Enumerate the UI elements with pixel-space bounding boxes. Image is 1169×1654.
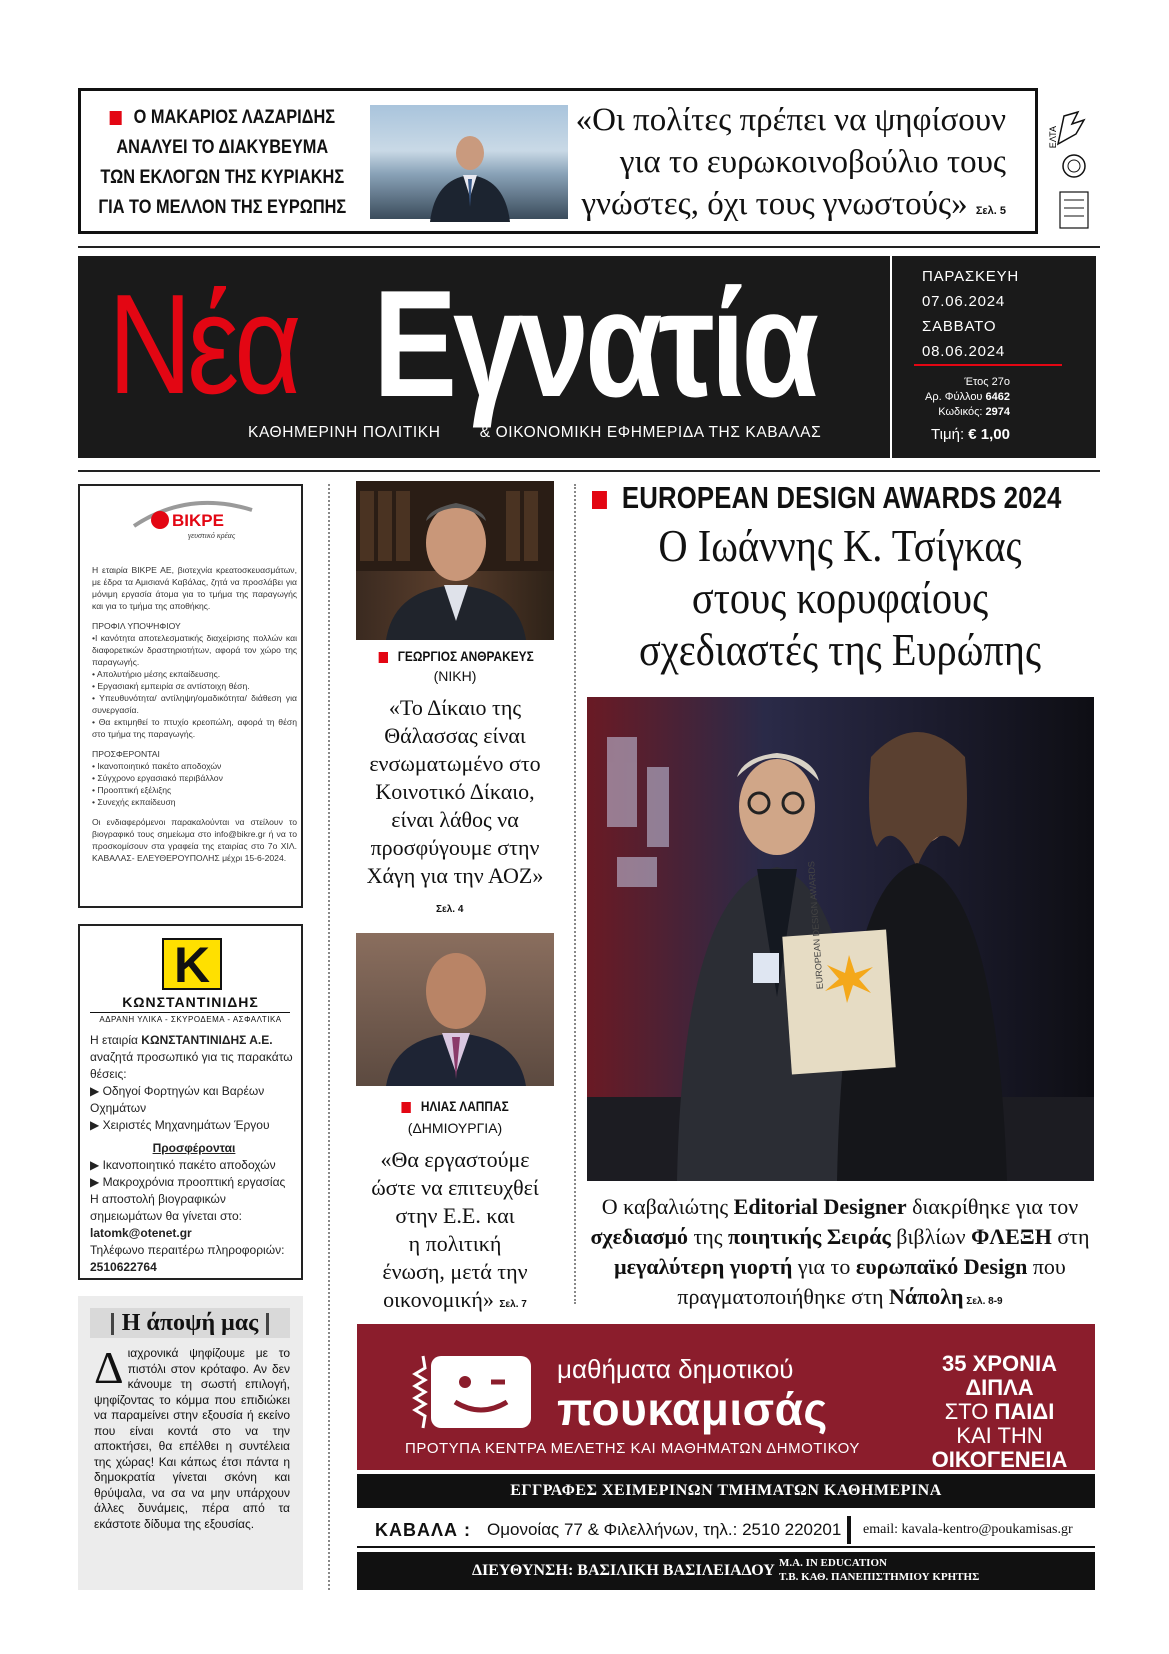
subtitle-right: & ΟΙΚΟΝΟΜΙΚΗ ΕΦΗΜΕΡΙΔΑ ΤΗΣ ΚΑΒΑΛΑΣ: [479, 424, 822, 441]
list-item: ▶ Ικανοποιητικό πακέτο αποδοχών: [90, 1158, 276, 1172]
konstantinidis-logo: K: [162, 938, 222, 990]
year-label: Έτος 27ο: [964, 376, 1010, 388]
list-item: ▶ Χειριστές Μηχανημάτων Έργου: [90, 1118, 270, 1132]
divider: [78, 470, 1100, 472]
teaser-line: ΓΙΑ ΤΟ ΜΕΛΛΟΝ ΤΗΣ ΕΥΡΩΠΗΣ: [98, 197, 347, 218]
ad-director: ΔΙΕΥΘΥΝΣΗ: ΒΑΣΙΛΙΚΗ ΒΑΣΙΛΕΙΑΔΟΥ: [472, 1562, 775, 1579]
date-box: [892, 256, 1096, 458]
price-info: Τιμή: € 1,00: [931, 426, 1010, 443]
politician-quote: «Το Δίκαιο της Θάλασσας είναι ενσωματωμένο στο Κοινοτικό Δίκαιο, είναι λάθος να προσφύγουμε στην Χάγη για την ΑΟΖ»: [366, 695, 544, 888]
elta-bird-icon: [1058, 112, 1084, 144]
party-label: (ΔΗΜΙΟΥΡΓΙΑ): [407, 1120, 503, 1136]
permit-box-icon: [1060, 192, 1088, 228]
main-story-caption: Ο καβαλιώτης Editorial Designer διακρίθηκε για τον σχεδιασμό της ποιητικής Σειράς βιβλίων ΦΛΕΞΗ στη μεγαλύτερη γιορτή για το ευρωπαϊκό Design που πραγματοποιήθηκε στη Νάπολη Σελ. 8-9: [590, 1194, 1090, 1309]
day-label: ΣΑΒΒΑΤΟ: [922, 318, 997, 335]
bikre-job-ad: [78, 484, 303, 908]
person-icon: [356, 481, 554, 640]
column-separator: [328, 484, 330, 1590]
masthead-subtitle: [248, 424, 821, 442]
date-value: 08.06.2024: [922, 343, 1006, 360]
svg-text:ΒΙΚΡΕ: ΒΙΚΡΕ: [172, 511, 224, 530]
company-name: ΚΩΝΣΤΑΝΤΙΝΙΔΗΣ: [122, 994, 259, 1010]
red-rule: [914, 364, 1062, 366]
party-label: (ΝΙΚΗ): [433, 668, 477, 684]
award-label: EUROPEAN DESIGN AWARDS: [806, 860, 825, 990]
main-story-title: Ο Ιωάννης Κ. Τσίγκας στους κορυφαίους σχεδιαστές της Ευρώπης: [638, 520, 1042, 675]
code-info: Κωδικός: 2974: [938, 406, 1010, 418]
lappas-photo: [356, 933, 554, 1086]
bikre-ad-text: Η εταιρία ΒΙΚΡΕ ΑΕ, βιοτεχνία κρεατοσκευασμάτων, με έδρα τα Αμισιανά Καβάλας, ζητά να προσλάβει για μόνιμη εργασία άτομα για το τμήμα της παραγωγής και για το τμήμα της αποθήκης. ΠΡΟΦΙΛ ΥΠΟΨΗΦΙΟΥ •Ι κανότητα αποτελεσματικής διαχείρισης πολλών και διαφορετικών δραστηριοτήτων, αφορά τον χώρο της παραγωγής. • Απολυτήριο μέσης εκπαίδευσης. • Εργασιακή εμπειρία σε αντίστοιχη θέση. • Υπευθυνότητα/ αντίληψη/ομαδικότητα/ διάθεση για συνεργασία. • Θα εκτιμηθεί το πτυχίο κρεοπώλη, αφορά τη θέση στο τμήμα της παραγωγής. ΠΡΟΣΦΕΡΟΝΤΑΙ • Ικανοποιητικό πακέτο αποδοχών • Σύγχρονο εργασιακό περιβάλλον • Προοπτική εξέλιξης • Συνεχής εκπαίδευση Οι ενδιαφερόμενοι παρακαλούνται να στείλουν το βιογραφικό τους σημείωμα στο info@bikre.gr ή να το προσκομίσουν στα γραφεία της εταιρίας στο 7ο ΧΙΛ. ΚΑΒΑΛΑΣ- ΕΛΕΥΘΕΡΟΥΠΟΛΗΣ μέχρι 15-6-2024.: [92, 565, 297, 863]
stamp-icon: [1063, 155, 1085, 177]
ad-address: Ομονοίας 77 & Φιλελλήνων, τηλ.: 2510 220201: [487, 1520, 842, 1539]
ad-registration-strip: ΕΓΓΡΑΦΕΣ ΧΕΙΜΕΡΙΝΩΝ ΤΜΗΜΑΤΩΝ ΚΑΘΗΜΕΡΙΝΑ: [357, 1474, 1095, 1508]
date-value: 07.06.2024: [922, 293, 1006, 310]
postal-logos: [1050, 104, 1100, 234]
page-reference: Σελ. 4: [436, 904, 464, 915]
teaser-line: ΑΝΑΛΥΕΙ ΤΟ ΔΙΑΚΥΒΕΥΜΑ: [116, 137, 329, 158]
lazaridis-photo: [370, 105, 568, 219]
smiley-logo-icon: [395, 1352, 535, 1432]
dropcap: Δ: [94, 1342, 124, 1393]
ad-brand: πουκαμισάς: [557, 1383, 828, 1435]
teaser-line: ΤΩΝ ΕΚΛΟΓΩΝ ΤΗΣ ΚΥΡΙΑΚΗΣ: [100, 167, 345, 188]
company-tagline: ΑΔΡΑΝΗ ΥΛΙΚΑ - ΣΚΥΡΟΔΕΜΑ - ΑΣΦΑΛΤΙΚΑ: [99, 1015, 282, 1024]
main-story-kicker: EUROPEAN DESIGN AWARDS 2024: [592, 480, 1062, 516]
anthrakeus-photo: [356, 481, 554, 640]
ad-tagline: ΠΡΟΤΥΠΑ ΚΕΝΤΡΑ ΜΕΛΕΤΗΣ ΚΑΙ ΜΑΘΗΜΑΤΩΝ ΔΗΜΟΤΙΚΟΥ: [405, 1440, 860, 1457]
list-item: ▶ Μακροχρόνια προοπτική εργασίας: [90, 1175, 286, 1189]
day-label: ΠΑΡΑΣΚΕΥΗ: [922, 268, 1020, 285]
top-banner: [78, 88, 1038, 234]
teaser-line: Ο ΜΑΚΑΡΙΟΣ ΛΑΖΑΡΙΔΗΣ: [133, 107, 336, 128]
top-banner-quote: [571, 99, 1006, 232]
person-icon: [356, 933, 554, 1086]
award-ceremony-photo: [587, 697, 1094, 1181]
quote-line: «Οι πολίτες πρέπει να ψηφίσουν: [575, 102, 1006, 138]
ad-director-strip: [357, 1552, 1095, 1590]
poukamisas-ad: [357, 1324, 1095, 1470]
ad-city: ΚΑΒΑΛΑ :: [375, 1520, 471, 1540]
opinion-column: [78, 1296, 303, 1590]
ad-email: email: kavala-kentro@poukamisas.gr: [863, 1522, 1073, 1537]
page-reference: Σελ. 8-9: [963, 1296, 1003, 1307]
ad-slogan: 35 ΧΡΟΝΙΑ ΔΙΠΛΑ ΣΤΟ ΠΑΙΔΙ ΚΑΙ ΤΗΝ ΟΙΚΟΓΕΝΕΙΑ: [931, 1351, 1068, 1472]
page-reference: Σελ. 7: [499, 1299, 527, 1310]
red-square-icon: [592, 491, 607, 509]
ad-address-strip: [357, 1512, 1095, 1548]
bikre-logo: [128, 496, 258, 544]
svg-text:γευστικό κρέας: γευστικό κρέας: [188, 531, 236, 540]
politician-name: ΓΕΩΡΓΙΟΣ ΑΝΘΡΑΚΕΥΣ: [366, 648, 546, 664]
column-separator: [574, 484, 576, 1304]
masthead: [78, 256, 890, 458]
award-photo-illustration: [587, 697, 1094, 1181]
ad-line-1: μαθήματα δημοτικού: [557, 1354, 794, 1384]
quote-line: γνώστες, όχι τους γνωστούς»: [581, 186, 968, 222]
subtitle-left: ΚΑΘΗΜΕΡΙΝΗ ΠΟΛΙΤΙΚΗ: [248, 424, 441, 441]
konstantinidis-job-ad: [78, 924, 303, 1280]
masthead-title-red: Νέα: [108, 265, 297, 424]
elta-text: ΕΛΤΑ: [1048, 126, 1058, 149]
politician-quote: «Θα εργαστούμε ώστε να επιτευχθεί στην Ε.Ε. και η πολιτική ένωση, μετά την οικονομική» Σελ. 7: [371, 1147, 539, 1312]
masthead-title-white: Εγνατία: [373, 259, 815, 429]
list-item: ▶ Οδηγοί Φορτηγών και Βαρέων Οχημάτων: [90, 1084, 265, 1115]
divider: [78, 246, 1100, 248]
ad-credentials: Μ.Α. IN EDUCATION Τ.Β. ΚΑΘ. ΠΑΝΕΠΙΣΤΗΜΙΟΥ ΚΡΗΤΗΣ: [779, 1557, 980, 1583]
issue-info: Αρ. Φύλλου 6462: [924, 391, 1010, 403]
opinion-title: Η άποψή μας: [90, 1308, 290, 1338]
person-icon: [425, 127, 515, 222]
politician-name: ΗΛΙΑΣ ΛΑΠΠΑΣ: [371, 1098, 539, 1114]
opinion-text: Διαχρονικά ψηφίζουμε με το πιστόλι στον κρόταφο. Αν δεν κάνουμε τη σωστή επιλογή, ψηφίζοντας το κόμμα που επιδιώκει να παραμείνει στην εξουσία ή εκείνο που είναι κοντά στο να την αποκτήσει, θα επέλθει η συντέλεια της χώρας! Και κάπως έτσι πάντα η δημοκρατία γίνεται σκόνη και θρύψαλα, να σα να μην υπάρχουν άλλες δυνάμεις, πέρα από τα εκάστοτε δίδυμα της εξουσίας.: [94, 1342, 290, 1531]
quote-line: για το ευρωκοινοβούλιο τους: [619, 144, 1006, 180]
page-reference: Σελ. 5: [975, 205, 1006, 217]
top-banner-teaser: [89, 103, 356, 223]
red-square-icon: [401, 1102, 410, 1113]
red-square-icon: [110, 111, 122, 125]
konstantinidis-ad-text: Η εταιρία ΚΩΝΣΤΑΝΤΙΝΙΔΗΣ Α.Ε. αναζητά προσωπικό για τις παρακάτω θέσεις: ▶ Οδηγοί Φορτηγών και Βαρέων Οχημάτων ▶ Χειριστές Μηχανημάτων Έργου Προσφέρονται ▶ Ικανοποιητικό πακέτο αποδοχών ▶ Μακροχρόνια προοπτική εργασίας Η αποστολή βιογραφικών σημειωμάτων θα γίνεται στο: latomk@otenet.gr Τηλέφωνο περαιτέρω πληροφοριών: 2510622764: [90, 1032, 298, 1276]
red-square-icon: [378, 652, 387, 663]
